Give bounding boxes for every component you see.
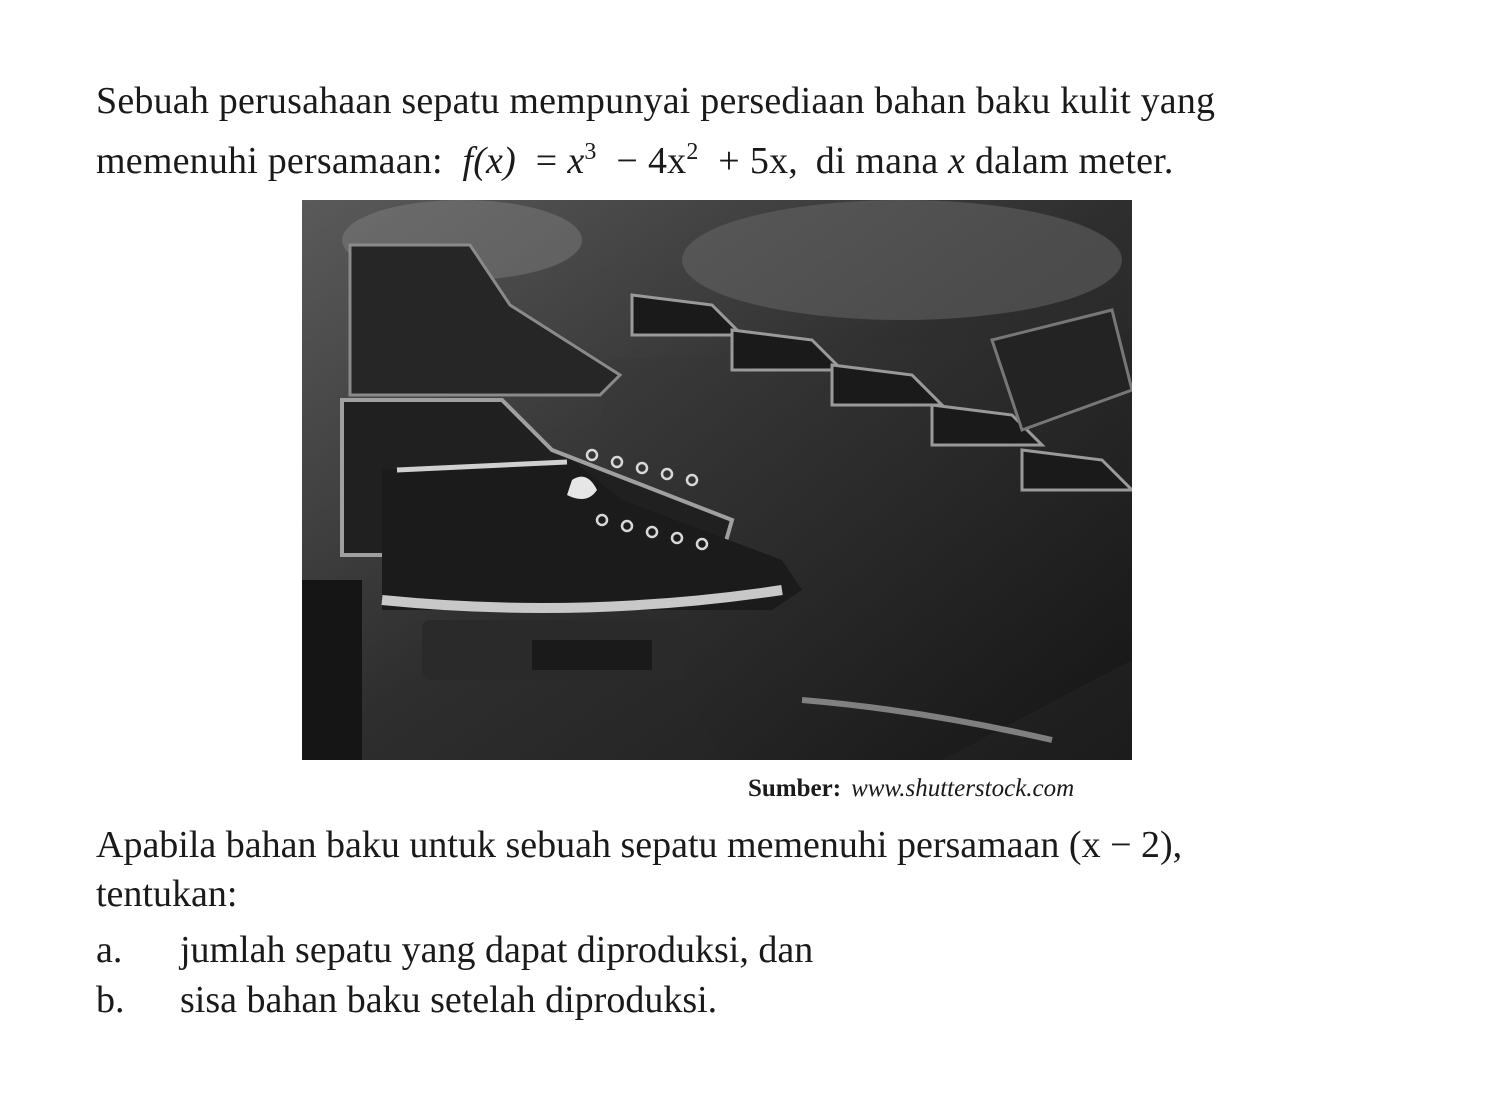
caption-label: Sumber:: [748, 775, 842, 802]
caption-source-url: www.shutterstock.com: [851, 775, 1075, 802]
question-text-line-1: Apabila bahan baku untuk sebuah sepatu memenuhi persamaan (x − 2),: [96, 824, 1183, 866]
image-caption: [748, 775, 1074, 803]
plus-sign: +: [718, 140, 740, 182]
variable-x: x: [948, 140, 966, 182]
item-text: sisa bahan baku setelah diproduksi.: [180, 979, 718, 1021]
intro-suffix-b: dalam meter.: [974, 140, 1174, 182]
term-2-exponent: 2: [686, 139, 699, 165]
intro-suffix-a: di mana: [815, 140, 939, 182]
item-text: jumlah sepatu yang dapat diproduksi, dan: [180, 929, 814, 971]
shoe-factory-photo: [302, 200, 1132, 760]
function-label: f(x): [462, 140, 516, 182]
question-text-line-2: tentukan:: [96, 873, 238, 915]
term-1-base: x: [567, 140, 585, 182]
term-3: 5x,: [749, 140, 799, 182]
term-2: 4x: [647, 140, 687, 182]
intro-prefix: memenuhi persamaan:: [96, 140, 443, 182]
equals-sign: =: [535, 140, 558, 182]
item-marker: a.: [96, 929, 123, 971]
shoe-production-line-image: [302, 200, 1132, 760]
term-1-exponent: 3: [584, 139, 597, 165]
minus-sign: −: [616, 140, 638, 182]
intro-text-line-2: [96, 139, 1174, 182]
item-marker: b.: [96, 979, 125, 1021]
intro-text-line-1: Sebuah perusahaan sepatu mempunyai persediaan bahan baku kulit yang: [96, 80, 1216, 122]
